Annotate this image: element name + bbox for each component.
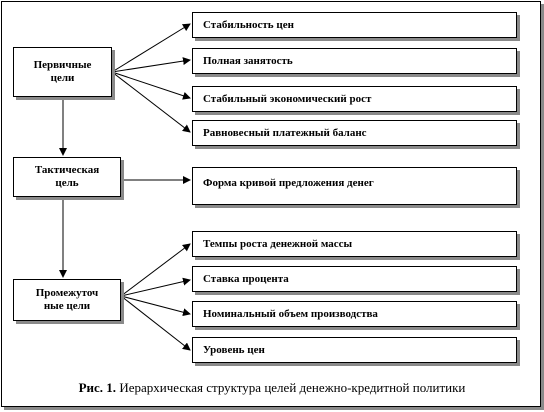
- arrow-primary-to-full-employment: [112, 60, 190, 72]
- arrow-primary-to-economic-growth: [112, 72, 190, 98]
- money-supply-curve-label: Форма кривой предложения денег: [203, 177, 374, 189]
- intermediate-goals-box: [13, 279, 121, 321]
- primary-goals-box: [13, 47, 112, 97]
- economic-growth-box: [192, 86, 517, 112]
- interest-rate-box: [192, 266, 517, 292]
- figure-caption-text: Иерархическая структура целей денежно-кредитной политики: [119, 380, 466, 395]
- arrow-primary-to-price-stability: [112, 24, 190, 72]
- economic-growth-label: Стабильный экономический рост: [203, 92, 372, 105]
- price-level-box: [192, 337, 517, 363]
- arrow-intermediate-to-nominal-output: [121, 296, 190, 314]
- money-supply-curve-box: [192, 167, 517, 205]
- nominal-output-box: [192, 301, 517, 327]
- tactical-goal-box: [13, 157, 121, 197]
- nominal-output-label: Номинальный объем производства: [203, 307, 378, 320]
- primary-goals-label: Первичные цели: [33, 59, 92, 84]
- balance-of-payments-box: [192, 120, 517, 146]
- full-employment-label: Полная занятость: [203, 54, 293, 67]
- money-growth-rate-box: [192, 231, 517, 257]
- full-employment-box: [192, 48, 517, 74]
- balance-of-payments-label: Равновесный платежный баланс: [203, 126, 367, 139]
- price-stability-label: Стабильность цен: [203, 18, 294, 31]
- arrow-primary-to-balance-of-payments: [112, 72, 190, 132]
- arrow-intermediate-to-price-level: [121, 296, 190, 350]
- figure-label: Рис. 1.: [78, 380, 117, 395]
- tactical-goal-label: Тактическая цель: [34, 164, 100, 189]
- price-stability-box: [192, 12, 517, 38]
- interest-rate-label: Ставка процента: [203, 272, 289, 285]
- price-level-label: Уровень цен: [203, 343, 265, 356]
- intermediate-goals-label: Промежуточ ные цели: [35, 287, 99, 312]
- figure-caption: [0, 380, 544, 396]
- money-growth-rate-label: Темпы роста денежной массы: [203, 237, 353, 250]
